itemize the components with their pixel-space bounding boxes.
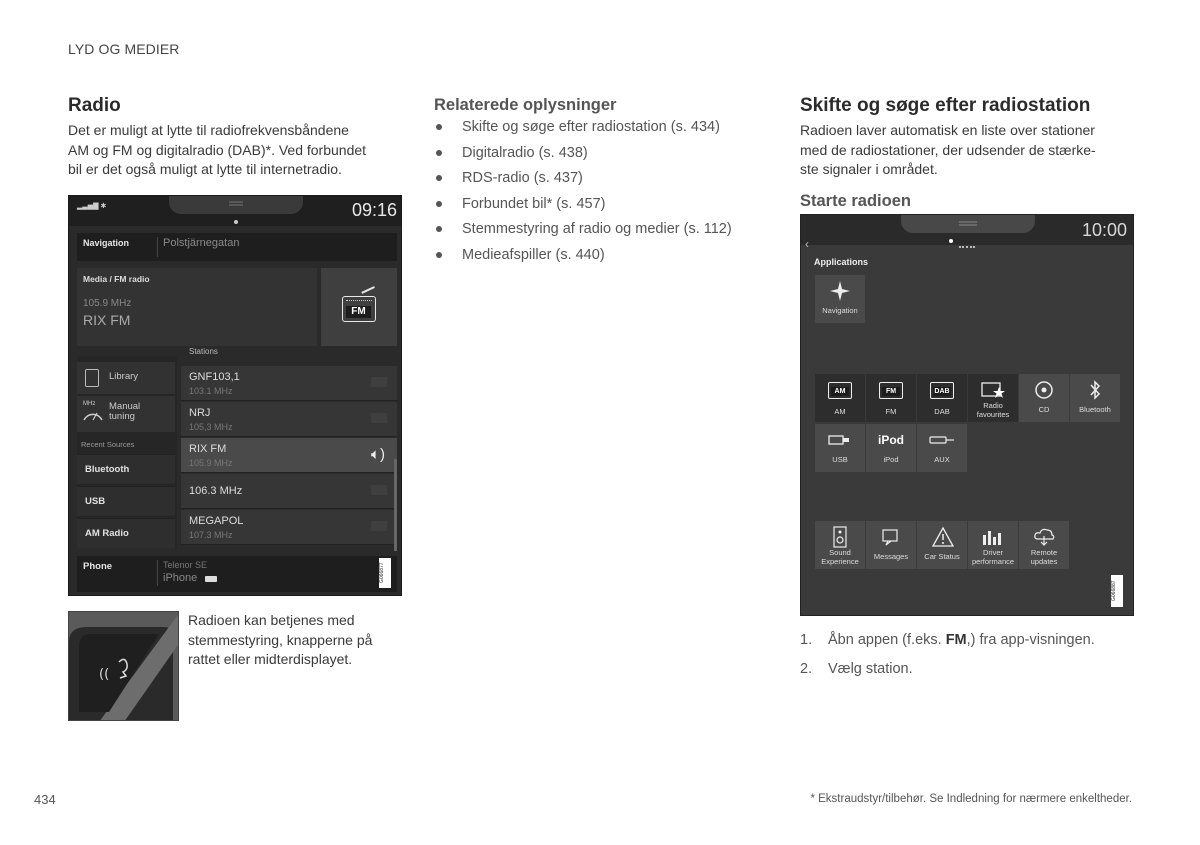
page-indicator	[959, 246, 975, 248]
phone-label: Phone	[83, 561, 113, 572]
clock: 09:16	[351, 200, 397, 220]
page-dot	[234, 220, 238, 224]
pull-down-handle	[901, 215, 1035, 233]
app-label: AUX	[934, 455, 950, 464]
source-usb	[77, 486, 175, 516]
app-label	[968, 548, 1018, 566]
updates-label: updates	[1030, 557, 1058, 566]
aux-icon	[917, 429, 967, 451]
app-label: AM	[834, 407, 846, 416]
signal-icon: ▂▃▅▇ ✱	[77, 203, 107, 210]
app-label: CD	[1038, 405, 1050, 414]
navigation-label: Navigation	[83, 238, 130, 248]
app-messages	[866, 521, 916, 569]
station-logo-icon	[371, 377, 387, 387]
steps-list	[800, 630, 1095, 688]
radio-label: Radio	[983, 401, 1003, 410]
app-label	[1019, 548, 1069, 566]
speaker-icon	[815, 526, 865, 548]
tuning-dial-icon	[81, 406, 105, 422]
caption-line-3: rattet eller midterdisplayet.	[188, 651, 353, 667]
station-row	[181, 474, 397, 509]
related-link[interactable]: Medieafspiller (s. 440)	[434, 245, 764, 271]
related-link[interactable]: RDS-radio (s. 437)	[434, 168, 764, 194]
station-frequency: 105.9 MHz	[189, 458, 233, 468]
source-am-radio	[77, 518, 175, 548]
app-driver-performance	[968, 521, 1018, 569]
station-name: 106.3 MHz	[189, 485, 243, 497]
station-row	[181, 366, 397, 401]
app-fm	[866, 374, 916, 422]
change-station-intro	[800, 121, 1140, 180]
related-link[interactable]: Skifte og søge efter radiostation (s. 434)	[434, 117, 764, 143]
step-text-pre: Åbn appen (f.eks.	[828, 632, 946, 648]
footnote: * Ekstraudstyr/tilbehør. Se Indledning for nærmere enkeltheder.	[810, 793, 1132, 805]
station-frequency: 103.1 MHz	[189, 386, 233, 396]
media-label: Media / FM radio	[83, 274, 150, 284]
source-label: AM Radio	[85, 528, 129, 539]
app-cd	[1019, 374, 1069, 422]
app-remote-updates	[1019, 521, 1069, 569]
app-bluetooth	[1070, 374, 1120, 422]
fm-radio-icon	[342, 296, 376, 322]
step-item	[800, 659, 1095, 688]
app-usb	[815, 424, 865, 472]
experience-label: Experience	[821, 557, 859, 566]
manual-tuning-button	[77, 396, 175, 432]
app-aux	[917, 424, 967, 472]
carrier-name: Telenor SE	[163, 560, 208, 570]
app-label	[815, 548, 865, 566]
image-caption	[188, 611, 408, 670]
radio-intro	[68, 121, 408, 180]
ipod-icon: iPod	[878, 433, 904, 447]
remote-label: Remote	[1030, 548, 1058, 557]
radio-intro-line-3: bil er det også muligt at lytte til internetradio.	[68, 161, 342, 177]
favourites-label: favourites	[976, 410, 1010, 419]
app-label	[968, 401, 1018, 419]
divider	[157, 237, 158, 257]
related-link[interactable]: Stemmestyring af radio og medier (s. 112)	[434, 219, 764, 245]
app-label: Messages	[873, 552, 909, 561]
media-screen-image	[68, 195, 402, 596]
source-label: USB	[85, 496, 106, 507]
manual-tuning-label	[109, 402, 140, 422]
station-frequency: 107.3 MHz	[189, 530, 233, 540]
app-label: Navigation	[822, 306, 858, 315]
messages-icon	[866, 526, 916, 548]
app-label: Car Status	[924, 552, 960, 561]
step-text	[828, 630, 1095, 659]
bar-graph-icon	[968, 526, 1018, 548]
navigation-street: Polstjärnegatan	[163, 237, 240, 249]
steering-wheel-image	[68, 611, 179, 721]
app-label: USB	[832, 455, 848, 464]
battery-icon	[205, 576, 217, 582]
fm-radio-tile	[321, 268, 397, 346]
page-number: 434	[34, 792, 56, 807]
pull-down-handle	[169, 196, 303, 214]
dab-band-label: DAB	[934, 387, 950, 395]
library-button	[77, 362, 175, 394]
am-band-label: AM	[831, 387, 849, 396]
manual-label: Manual	[109, 401, 141, 412]
warning-icon	[917, 526, 967, 548]
step-text-bold: FM	[945, 632, 967, 648]
image-code: G066887	[1111, 575, 1123, 607]
radio-intro-line-2: AM og FM og digitalradio (DAB)*. Ved forbundet	[68, 141, 367, 158]
clock: 10:00	[1081, 220, 1127, 240]
image-code: G066877	[379, 558, 391, 588]
station-row	[181, 510, 397, 545]
mhz-label: MHz	[83, 401, 96, 407]
station-logo-icon	[371, 413, 387, 423]
source-panel	[77, 356, 177, 548]
source-bluetooth	[77, 454, 175, 484]
station-name: MEGAPOL	[189, 515, 244, 527]
station-logo-icon	[371, 485, 387, 495]
related-link[interactable]: Forbundet bil* (s. 457)	[434, 194, 764, 220]
library-label: Library	[109, 371, 139, 382]
step-item	[800, 630, 1095, 659]
voice-button-illustration	[69, 612, 179, 721]
svg-text:((: ((	[99, 667, 110, 682]
divider	[157, 560, 158, 586]
app-label: iPod	[883, 455, 899, 464]
app-navigation	[815, 275, 865, 323]
current-station: RIX FM	[83, 312, 131, 328]
radio-intro-line-1: Det er muligt at lytte til radiofrekvensbåndene	[68, 122, 349, 138]
station-frequency: 105,3 MHz	[189, 422, 233, 432]
app-ipod	[866, 424, 916, 472]
station-row-active	[181, 438, 397, 473]
dab-radio-icon	[917, 379, 967, 401]
intro-line-2: med de radiostationer, der udsender de stærke-	[800, 141, 1096, 158]
change-station-title: Skifte og søge efter radiostation	[800, 95, 1091, 116]
start-radio-title: Starte radioen	[800, 192, 911, 210]
app-radio-favourites	[968, 374, 1018, 422]
fm-radio-icon	[866, 379, 916, 401]
step-number: 2.	[800, 661, 813, 677]
related-info-title: Relaterede oplysninger	[434, 96, 617, 114]
related-info-list	[434, 117, 764, 270]
radio-star-icon	[968, 379, 1018, 401]
intro-line-3: ste signaler i området.	[800, 161, 938, 177]
app-label: FM	[885, 407, 897, 416]
library-icon	[85, 369, 99, 387]
media-tile	[77, 268, 317, 346]
app-car-status	[917, 521, 967, 569]
app-label: DAB	[934, 407, 950, 416]
intro-line-1: Radioen laver automatisk en liste over stationer	[800, 122, 1095, 138]
usb-icon	[815, 429, 865, 451]
phone-tile	[77, 556, 397, 592]
step-text-post: ,) fra app-visningen.	[966, 632, 1095, 648]
cloud-download-icon	[1019, 526, 1069, 548]
station-row	[181, 402, 397, 437]
running-header: LYD OG MEDIER	[68, 41, 180, 57]
device-name: iPhone	[163, 572, 198, 584]
current-frequency: 105.9 MHz	[83, 298, 132, 309]
am-radio-icon	[815, 379, 865, 401]
radio-title: Radio	[68, 95, 121, 116]
station-name: GNF103,1	[189, 371, 240, 383]
recent-sources-label: Recent Sources	[81, 440, 135, 449]
stations-label: Stations	[189, 347, 218, 356]
station-logo-icon	[371, 521, 387, 531]
cd-icon	[1019, 379, 1069, 401]
fm-band-label: FM	[346, 306, 371, 318]
caption-line-1: Radioen kan betjenes med	[188, 612, 355, 628]
scrollbar	[394, 459, 397, 551]
app-label: Bluetooth	[1079, 405, 1111, 414]
tuning-label: tuning	[109, 411, 135, 422]
step-text: Vælg station.	[828, 661, 913, 677]
applications-screen-image	[800, 214, 1134, 616]
station-name: RIX FM	[189, 443, 227, 455]
performance-label: performance	[971, 557, 1015, 566]
step-number: 1.	[800, 632, 813, 648]
handle-lines-icon	[901, 215, 1035, 233]
bluetooth-icon	[1070, 379, 1120, 401]
handle-lines-icon	[169, 196, 303, 214]
related-link[interactable]: Digitalradio (s. 438)	[434, 143, 764, 169]
compass-icon	[815, 280, 865, 302]
fm-band-label: FM	[882, 387, 900, 396]
page-dot	[949, 239, 953, 243]
app-sound-experience	[815, 521, 865, 569]
source-label: Bluetooth	[85, 464, 130, 475]
sound-label: Sound	[829, 548, 851, 557]
caption-line-2: stemmestyring, knapperne på	[188, 631, 373, 648]
app-am	[815, 374, 865, 422]
speaker-grille	[346, 300, 372, 302]
applications-label: Applications	[814, 257, 869, 267]
back-chevron-icon: ‹	[805, 237, 809, 251]
station-name: NRJ	[189, 407, 211, 419]
navigation-tile	[77, 233, 397, 261]
antenna-icon	[361, 286, 374, 293]
speaker-icon: 🔈︎)	[371, 446, 385, 463]
app-dab	[917, 374, 967, 422]
driver-label: Driver	[983, 548, 1003, 557]
